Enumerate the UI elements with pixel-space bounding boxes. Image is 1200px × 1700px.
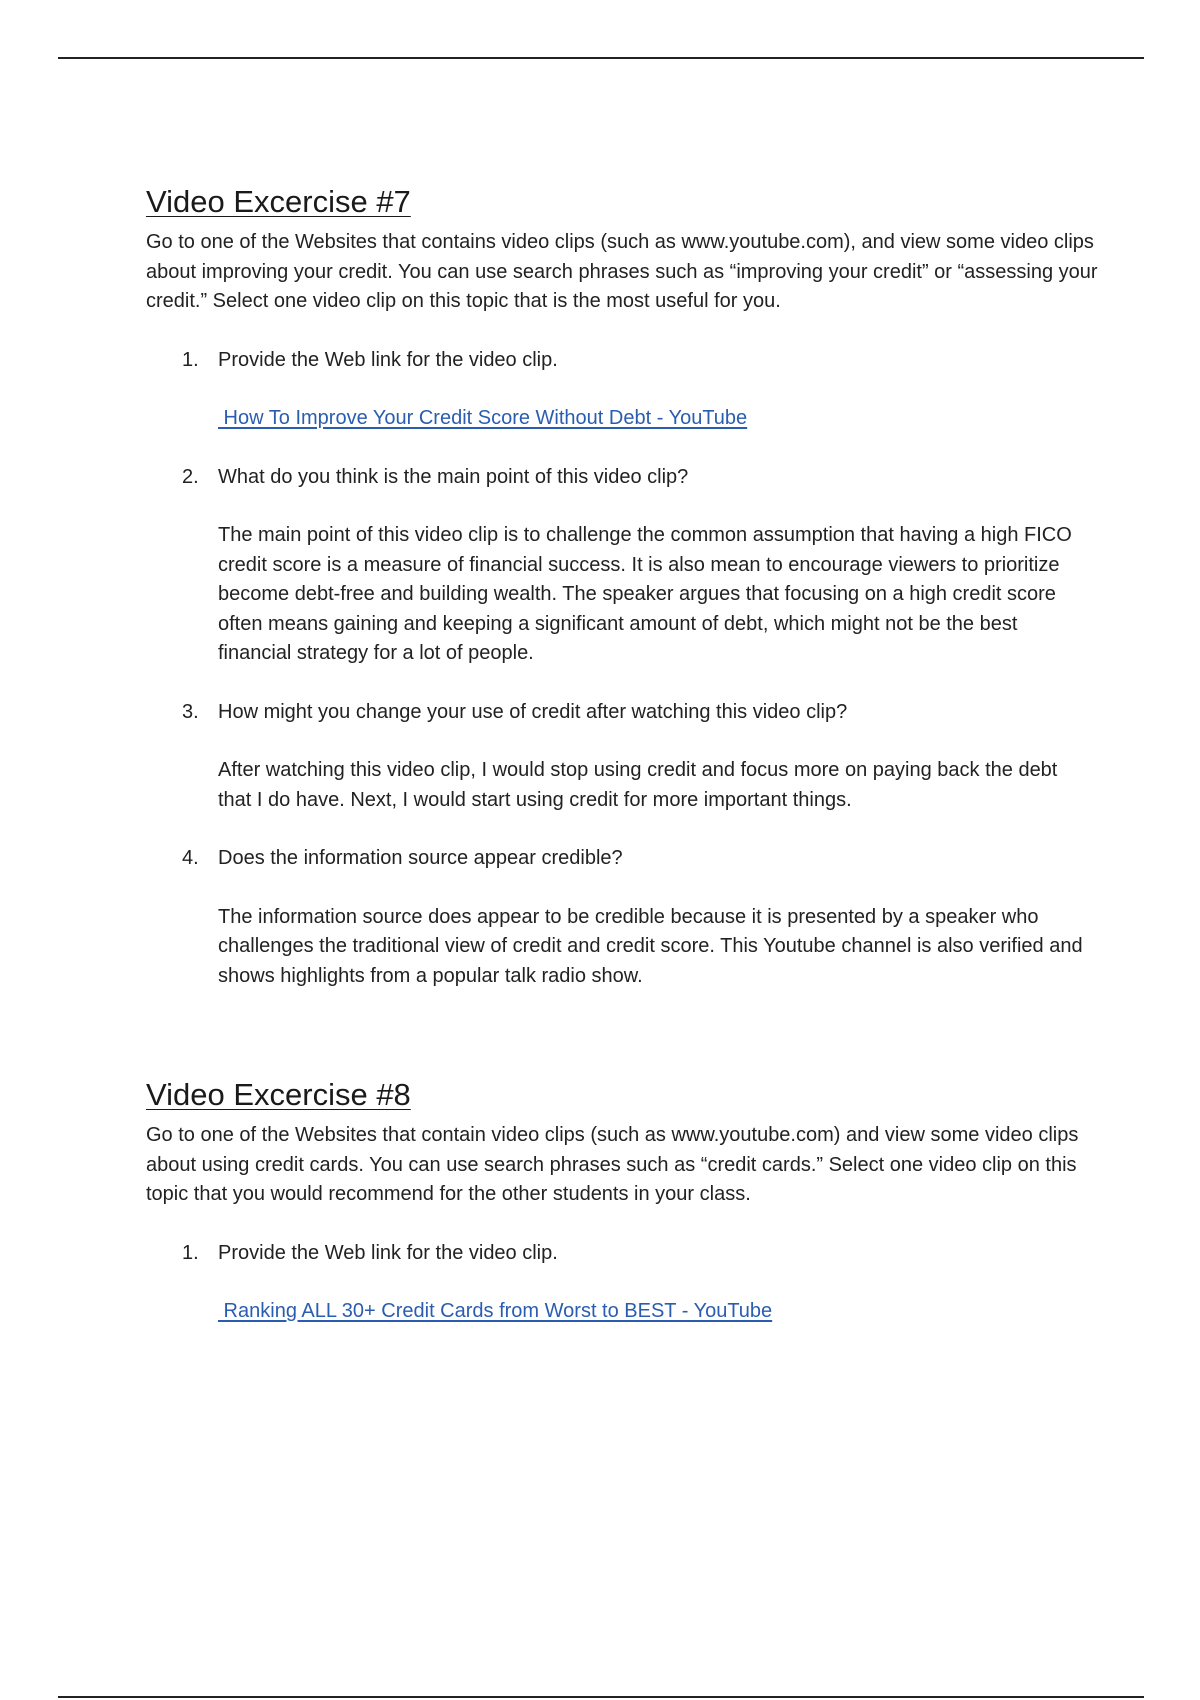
question-item xyxy=(146,463,1106,669)
question-item xyxy=(146,346,1106,434)
exercise-7-title: Video Excercise #7 xyxy=(146,184,411,219)
question-number: 1. xyxy=(182,348,199,371)
question-text: How might you change your use of credit after watching this video clip? xyxy=(218,700,848,723)
question-item xyxy=(146,844,1106,991)
question-item xyxy=(146,1239,1106,1327)
question-text: Provide the Web link for the video clip. xyxy=(218,1241,558,1264)
exercise-7-intro: Go to one of the Websites that contains video clips (such as www.youtube.com), and view some video clips about improving your credit. You can use search phrases such as “improving your credit” or “assessing your credit.” Select one video clip on this topic that is the most useful for you. xyxy=(146,231,1098,312)
top-rule xyxy=(58,57,1144,59)
question-text: Does the information source appear credible? xyxy=(218,847,623,869)
question-number: 1. xyxy=(182,1241,199,1264)
answer-text: The information source does appear to be credible because it is presented by a speaker who challenges the traditional view of credit and credit score. This Youtube channel is also verified and shows highlights from a popular talk radio show. xyxy=(218,905,1083,987)
question-number: 4. xyxy=(182,847,199,869)
question-text: Provide the Web link for the video clip. xyxy=(218,348,558,371)
exercise-7-section xyxy=(146,184,1106,991)
bottom-rule xyxy=(58,1696,1144,1698)
exercise-7-questions xyxy=(146,346,1106,992)
question-item xyxy=(146,698,1106,816)
video-link[interactable]: How To Improve Your Credit Score Without Debt - YouTube xyxy=(218,407,748,429)
exercise-8-title: Video Excercise #8 xyxy=(146,1077,411,1112)
question-number: 3. xyxy=(182,700,199,723)
question-number: 2. xyxy=(182,465,199,488)
exercise-8-questions xyxy=(146,1239,1106,1327)
document-body xyxy=(146,184,1106,1356)
video-link[interactable]: Ranking ALL 30+ Credit Cards from Worst to BEST - YouTube xyxy=(218,1300,773,1322)
answer-text: After watching this video clip, I would stop using credit and focus more on paying back the debt that I do have. Next, I would start using credit for more important things. xyxy=(218,759,1058,811)
answer-text: The main point of this video clip is to challenge the common assumption that having a high FICO credit score is a measure of financial success. It is also mean to encourage viewers to prioritize become debt-free and building wealth. The speaker argues that focusing on a high credit score often means gaining and keeping a significant amount of debt, which might not be the best financial strategy for a lot of people. xyxy=(218,524,1072,664)
question-text: What do you think is the main point of this video clip? xyxy=(218,465,689,488)
exercise-8-intro: Go to one of the Websites that contain video clips (such as www.youtube.com) and view some video clips about using credit cards. You can use search phrases such as “credit cards.” Select one video clip on this topic that you would recommend for the other students in your class. xyxy=(146,1124,1079,1205)
exercise-8-section xyxy=(146,1077,1106,1327)
